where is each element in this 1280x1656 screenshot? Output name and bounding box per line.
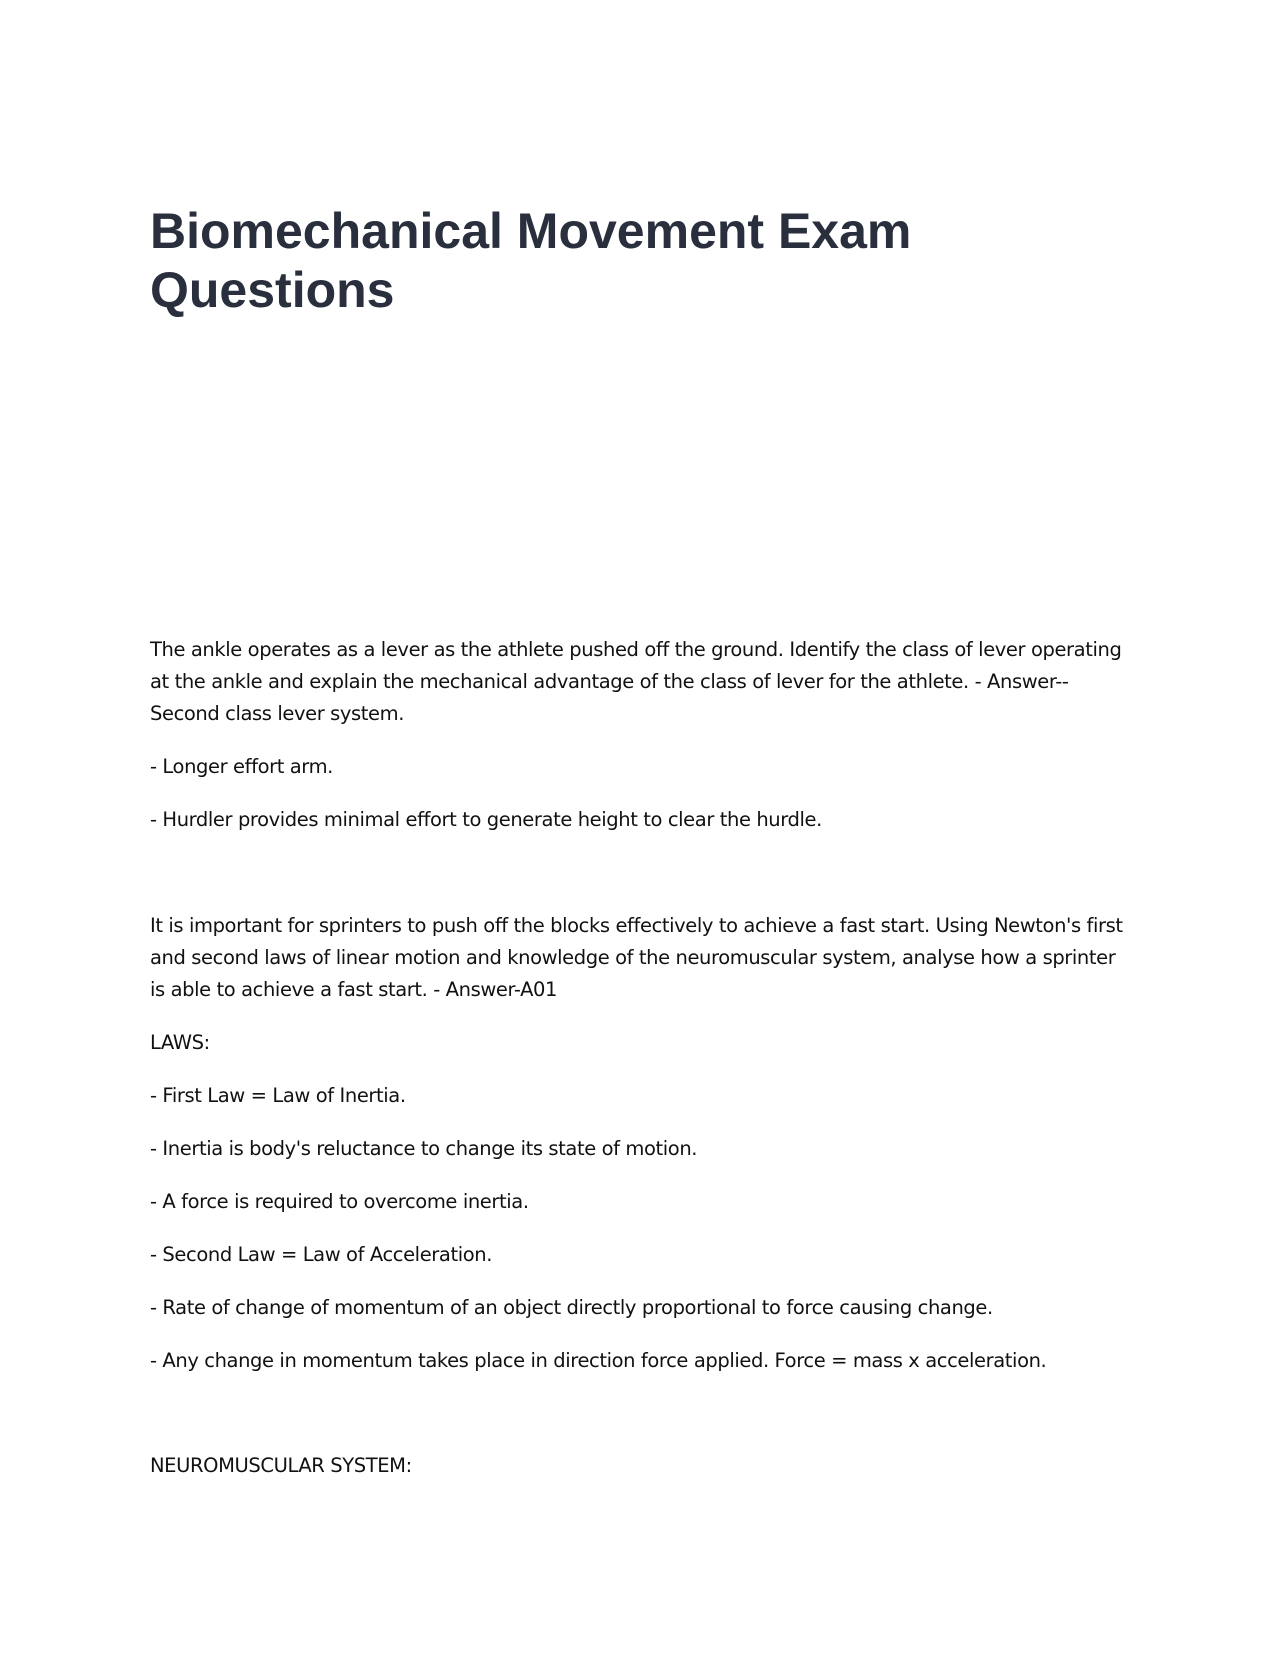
answer-point-effort-arm: - Longer effort arm. (150, 755, 333, 778)
neuromuscular-heading: NEUROMUSCULAR SYSTEM: (150, 1454, 412, 1477)
law-1-force-detail: - A force is required to overcome inertia. (150, 1190, 529, 1213)
question-1-text: The ankle operates as a lever as the athlete pushed off the ground. Identify the class of lever operating at the ankle and explain the mechanical advantage of the class of lever for the athlete. - Answer--Second class lever system. (150, 638, 1122, 725)
question-2-text: It is important for sprinters to push off the blocks effectively to achieve a fast start. Using Newton's first and second laws of linear motion and knowledge of the neuromuscular system, analyse how a sprinter is able to achieve a fast start. - Answer-A01 (150, 914, 1123, 1001)
document-title: Biomechanical Movement Exam Questions (150, 203, 912, 318)
law-1-title: - First Law = Law of Inertia. (150, 1084, 406, 1107)
law-1-inertia-detail: - Inertia is body's reluctance to change its state of motion. (150, 1137, 698, 1160)
law-2-direction-detail: - Any change in momentum takes place in direction force applied. Force = mass x acceleration. (150, 1349, 1047, 1372)
document-page (150, 0, 1135, 1656)
answer-point-hurdler: - Hurdler provides minimal effort to generate height to clear the hurdle. (150, 808, 822, 831)
document-body (150, 634, 1135, 1503)
laws-heading: LAWS: (150, 1031, 210, 1054)
law-2-rate-detail: - Rate of change of momentum of an object directly proportional to force causing change. (150, 1296, 993, 1319)
law-2-title: - Second Law = Law of Acceleration. (150, 1243, 493, 1266)
